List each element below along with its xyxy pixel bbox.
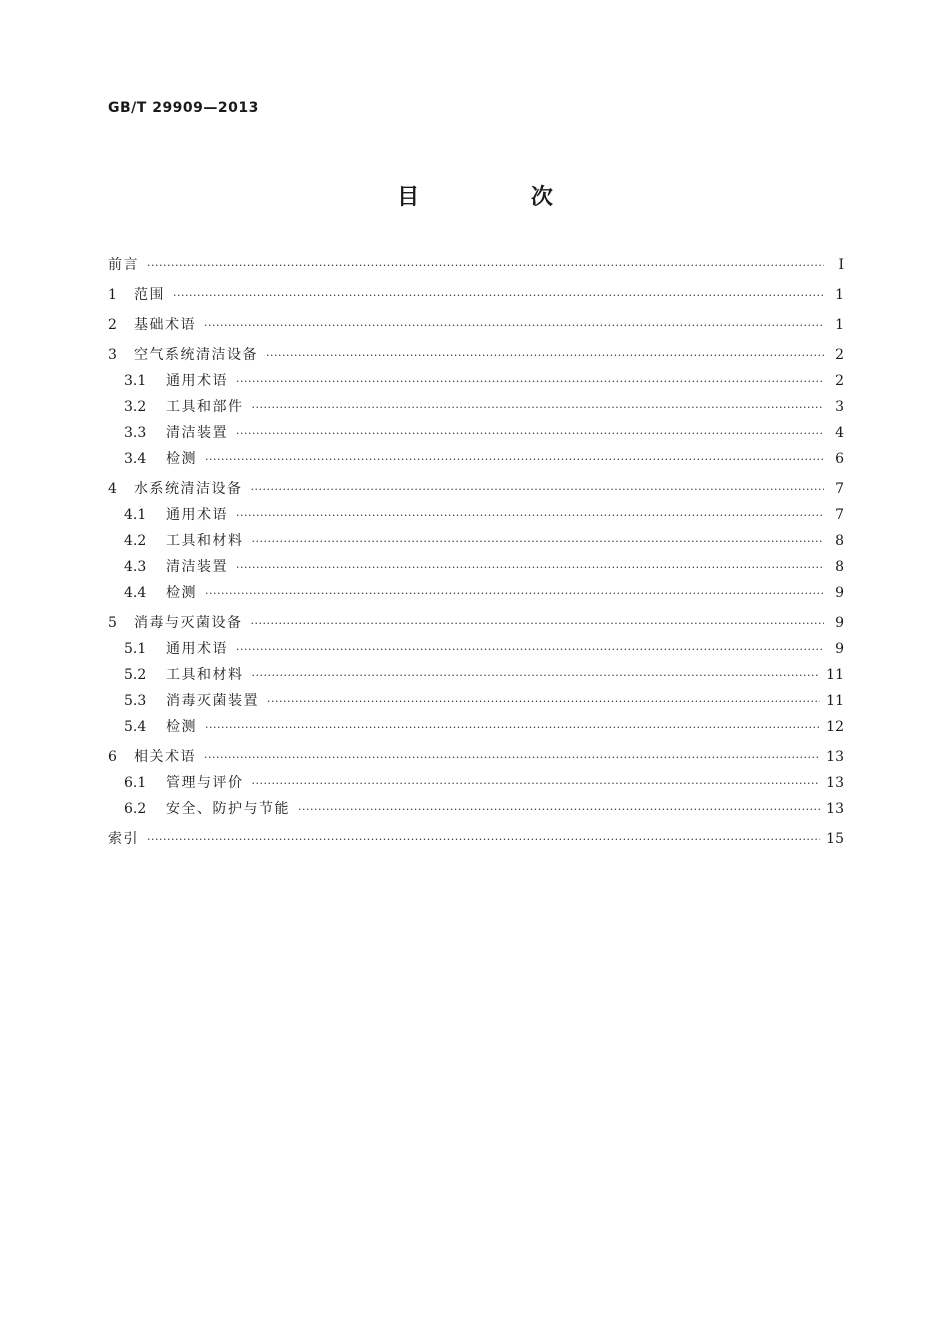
toc-entry-label: 检测 <box>166 585 197 601</box>
toc-entry-page: 13 <box>826 749 844 765</box>
toc-entry-number: 4.4 <box>124 585 147 601</box>
dot-leader <box>251 481 825 499</box>
toc-entry-page: 6 <box>835 451 844 467</box>
toc-entry-label: 清洁装置 <box>166 425 228 441</box>
dot-leader <box>205 719 820 737</box>
toc-entry-number: 3.1 <box>124 373 147 389</box>
toc-entry-5-1[interactable] <box>108 640 844 659</box>
toc-entry-4-4[interactable] <box>108 584 844 603</box>
dot-leader <box>236 373 824 391</box>
toc-entry-5-4[interactable] <box>108 718 844 737</box>
dot-leader <box>298 801 820 819</box>
toc-entry-page: 4 <box>835 425 844 441</box>
toc-entry-page: 2 <box>835 373 844 389</box>
toc-entry-number: 4 <box>108 481 117 497</box>
toc-entry-page: 2 <box>835 347 844 363</box>
toc-entry-2[interactable] <box>108 316 844 335</box>
dot-leader <box>252 667 821 685</box>
toc-entry-page: 9 <box>835 585 844 601</box>
toc-entry-3-1[interactable] <box>108 372 844 391</box>
toc-entry-number: 5.1 <box>124 641 147 657</box>
toc-entry-number: 3.2 <box>124 399 147 415</box>
toc-entry-page: 11 <box>826 693 844 709</box>
toc-entry-page: 8 <box>835 559 844 575</box>
standard-code: GB/T 29909—2013 <box>108 100 259 116</box>
dot-leader <box>251 615 825 633</box>
toc-entry-number: 1 <box>108 287 117 303</box>
toc-entry-4-3[interactable] <box>108 558 844 577</box>
toc-entry-3[interactable] <box>108 346 844 365</box>
dot-leader <box>204 749 820 767</box>
toc-entry-label: 索引 <box>108 831 139 847</box>
toc-entry-1[interactable] <box>108 286 844 305</box>
toc-entry-foreword[interactable] <box>108 256 844 275</box>
toc-entry-page: 1 <box>835 287 844 303</box>
toc-entry-page: Ⅰ <box>838 257 844 273</box>
dot-leader <box>252 533 825 551</box>
toc-entry-label: 消毒与灭菌设备 <box>134 615 243 631</box>
toc-entry-5-3[interactable] <box>108 692 844 711</box>
toc-entry-number: 6.1 <box>124 775 147 791</box>
toc-entry-label: 空气系统清洁设备 <box>134 347 258 363</box>
toc-entry-label: 通用术语 <box>166 373 228 389</box>
dot-leader <box>236 425 824 443</box>
toc-entry-label: 工具和材料 <box>166 533 244 549</box>
toc-entry-number: 4.3 <box>124 559 147 575</box>
dot-leader <box>205 451 824 469</box>
toc-entry-label: 工具和部件 <box>166 399 244 415</box>
toc-entry-label: 工具和材料 <box>166 667 244 683</box>
toc-entry-page: 3 <box>835 399 844 415</box>
toc-entry-number: 5.3 <box>124 693 147 709</box>
dot-leader <box>236 641 824 659</box>
toc-entry-number: 4.1 <box>124 507 147 523</box>
toc-entry-page: 7 <box>835 507 844 523</box>
toc-entry-number: 4.2 <box>124 533 147 549</box>
toc-entry-number: 2 <box>108 317 117 333</box>
dot-leader <box>147 257 824 275</box>
toc-entry-label: 通用术语 <box>166 507 228 523</box>
toc-entry-label: 前言 <box>108 257 139 273</box>
toc-entry-5[interactable] <box>108 614 844 633</box>
toc-entry-number: 5.2 <box>124 667 147 683</box>
toc-entry-number: 5 <box>108 615 117 631</box>
toc-entry-4-1[interactable] <box>108 506 844 525</box>
toc-entry-3-2[interactable] <box>108 398 844 417</box>
dot-leader <box>266 347 824 365</box>
toc-entry-number: 3.3 <box>124 425 147 441</box>
toc-entry-page: 7 <box>835 481 844 497</box>
toc-entry-label: 检测 <box>166 719 197 735</box>
toc-entry-label: 消毒灭菌装置 <box>166 693 259 709</box>
dot-leader <box>252 775 821 793</box>
toc-entry-page: 15 <box>826 831 844 847</box>
toc-entry-page: 13 <box>826 801 844 817</box>
toc-entry-label: 范围 <box>134 287 165 303</box>
toc-entry-4[interactable] <box>108 480 844 499</box>
toc-entry-page: 13 <box>826 775 844 791</box>
table-of-contents <box>108 256 844 849</box>
dot-leader <box>147 831 820 849</box>
page-title <box>0 180 950 211</box>
toc-entry-6-2[interactable] <box>108 800 844 819</box>
toc-entry-page: 12 <box>826 719 844 735</box>
toc-entry-3-4[interactable] <box>108 450 844 469</box>
toc-entry-label: 管理与评价 <box>166 775 244 791</box>
dot-leader <box>205 585 824 603</box>
toc-entry-label: 水系统清洁设备 <box>134 481 243 497</box>
toc-entry-number: 3.4 <box>124 451 147 467</box>
dot-leader <box>204 317 824 335</box>
toc-entry-number: 6.2 <box>124 801 147 817</box>
dot-leader <box>173 287 824 305</box>
dot-leader <box>252 399 825 417</box>
toc-entry-6[interactable] <box>108 748 844 767</box>
toc-entry-index[interactable] <box>108 830 844 849</box>
dot-leader <box>267 693 820 711</box>
toc-entry-5-2[interactable] <box>108 666 844 685</box>
toc-entry-3-3[interactable] <box>108 424 844 443</box>
title-text: 目 次 <box>397 185 605 210</box>
toc-entry-number: 3 <box>108 347 117 363</box>
toc-entry-label: 检测 <box>166 451 197 467</box>
toc-entry-label: 清洁装置 <box>166 559 228 575</box>
toc-entry-label: 安全、防护与节能 <box>166 801 290 817</box>
dot-leader <box>236 559 824 577</box>
toc-entry-4-2[interactable] <box>108 532 844 551</box>
toc-entry-page: 9 <box>835 615 844 631</box>
toc-entry-page: 8 <box>835 533 844 549</box>
toc-entry-number: 5.4 <box>124 719 147 735</box>
toc-entry-label: 基础术语 <box>134 317 196 333</box>
toc-entry-page: 11 <box>826 667 844 683</box>
toc-entry-page: 1 <box>835 317 844 333</box>
toc-entry-label: 通用术语 <box>166 641 228 657</box>
dot-leader <box>236 507 824 525</box>
toc-entry-label: 相关术语 <box>134 749 196 765</box>
toc-entry-page: 9 <box>835 641 844 657</box>
toc-entry-6-1[interactable] <box>108 774 844 793</box>
toc-entry-number: 6 <box>108 749 117 765</box>
